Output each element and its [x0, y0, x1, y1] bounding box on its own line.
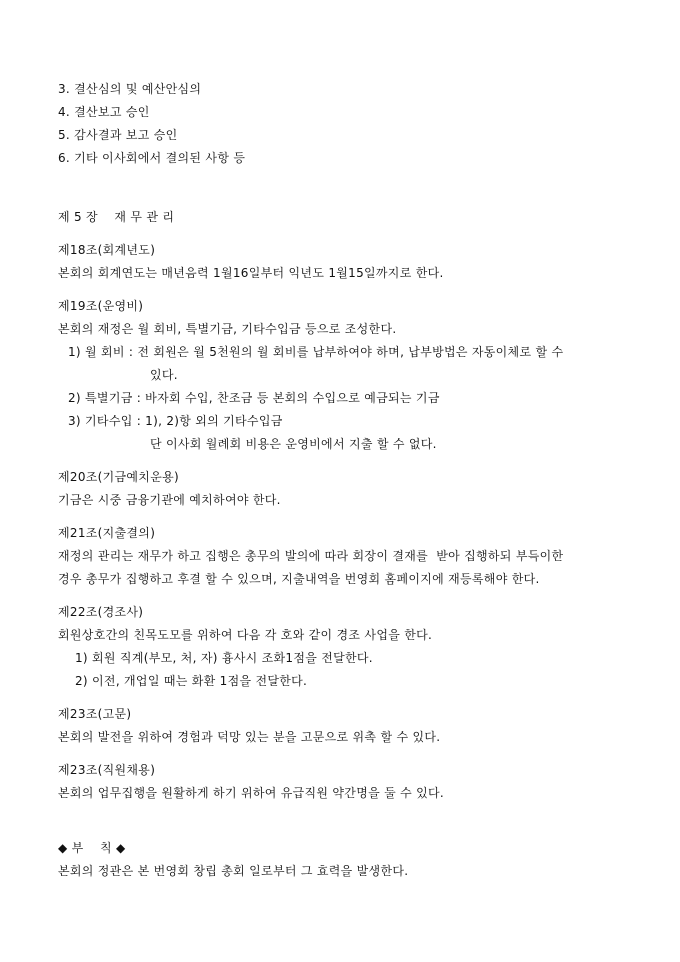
article-19-item-1-continued: 있다. — [150, 368, 178, 382]
article-23-staff-body: 본회의 업무집행을 원활하게 하기 위하여 유급직원 약간명을 둘 수 있다. — [58, 786, 445, 800]
spacer — [58, 591, 638, 601]
article-21-body-line-2: 경우 총무가 집행하고 후결 할 수 있으며, 지출내역을 번영회 홈페이지에 재등록해야 한다. — [58, 572, 540, 586]
article-22-title: 제22조(경조사) — [58, 605, 144, 619]
article-23-staff-title: 제23조(직원채용) — [58, 763, 156, 777]
spacer — [58, 805, 638, 837]
agenda-item: 6. 기타 이사회에서 결의된 사항 등 — [58, 151, 246, 165]
spacer — [58, 512, 638, 522]
spacer — [58, 229, 638, 239]
article-19-title: 제19조(운영비) — [58, 299, 144, 313]
spacer — [58, 170, 638, 206]
spacer — [58, 693, 638, 703]
article-18-title: 제18조(회계년도) — [58, 243, 156, 257]
article-22-item-1: 1) 회원 직계(부모, 처, 자) 흉사시 조화1점을 전달한다. — [75, 651, 373, 665]
article-18-body: 본회의 회계연도는 매년음력 1월16일부터 익년도 1월15일까지로 한다. — [58, 266, 444, 280]
article-20-body: 기금은 시중 금융기관에 예치하여야 한다. — [58, 493, 281, 507]
addendum-body: 본회의 정관은 본 번영회 창립 총회 일로부터 그 효력을 발생한다. — [58, 864, 409, 878]
agenda-item: 3. 결산심의 및 예산안심의 — [58, 82, 202, 96]
document-page — [58, 78, 638, 883]
agenda-item: 5. 감사결과 보고 승인 — [58, 128, 178, 142]
addendum-title: ◆ 부 칙 ◆ — [58, 841, 126, 855]
spacer — [58, 749, 638, 759]
agenda-list — [58, 78, 638, 170]
article-19-item-1: 1) 월 회비 : 전 회원은 월 5천원의 월 회비를 납부하여야 하며, 납부방법은 자동이체로 할 수 — [68, 345, 564, 359]
article-21-body-line-1: 재정의 관리는 재무가 하고 집행은 총무의 발의에 따라 회장이 결재를 받아 집행하되 부득이한 — [58, 549, 564, 563]
article-19-item-3: 3) 기타수입 : 1), 2)항 외의 기타수입금 — [68, 414, 283, 428]
article-19-item-2: 2) 특별기금 : 바자회 수입, 찬조금 등 본회의 수입으로 예금되는 기금 — [68, 391, 440, 405]
article-22-item-2: 2) 이전, 개업일 때는 화환 1점을 전달한다. — [75, 674, 308, 688]
article-19-item-3-continued: 단 이사회 월례회 비용은 운영비에서 지출 할 수 없다. — [150, 437, 437, 451]
article-22-body: 회원상호간의 친목도모를 위하여 다음 각 호와 같이 경조 사업을 한다. — [58, 628, 433, 642]
agenda-item: 4. 결산보고 승인 — [58, 105, 150, 119]
article-23-advisor-title: 제23조(고문) — [58, 707, 132, 721]
spacer — [58, 456, 638, 466]
article-23-advisor-body: 본회의 발전을 위하여 경험과 덕망 있는 분을 고문으로 위촉 할 수 있다. — [58, 730, 441, 744]
article-19-body: 본회의 재정은 월 회비, 특별기금, 기타수입금 등으로 조성한다. — [58, 322, 397, 336]
spacer — [58, 285, 638, 295]
chapter-title: 제 5 장 재 무 관 리 — [58, 210, 175, 224]
article-20-title: 제20조(기금예치운용) — [58, 470, 179, 484]
article-21-title: 제21조(지출결의) — [58, 526, 156, 540]
